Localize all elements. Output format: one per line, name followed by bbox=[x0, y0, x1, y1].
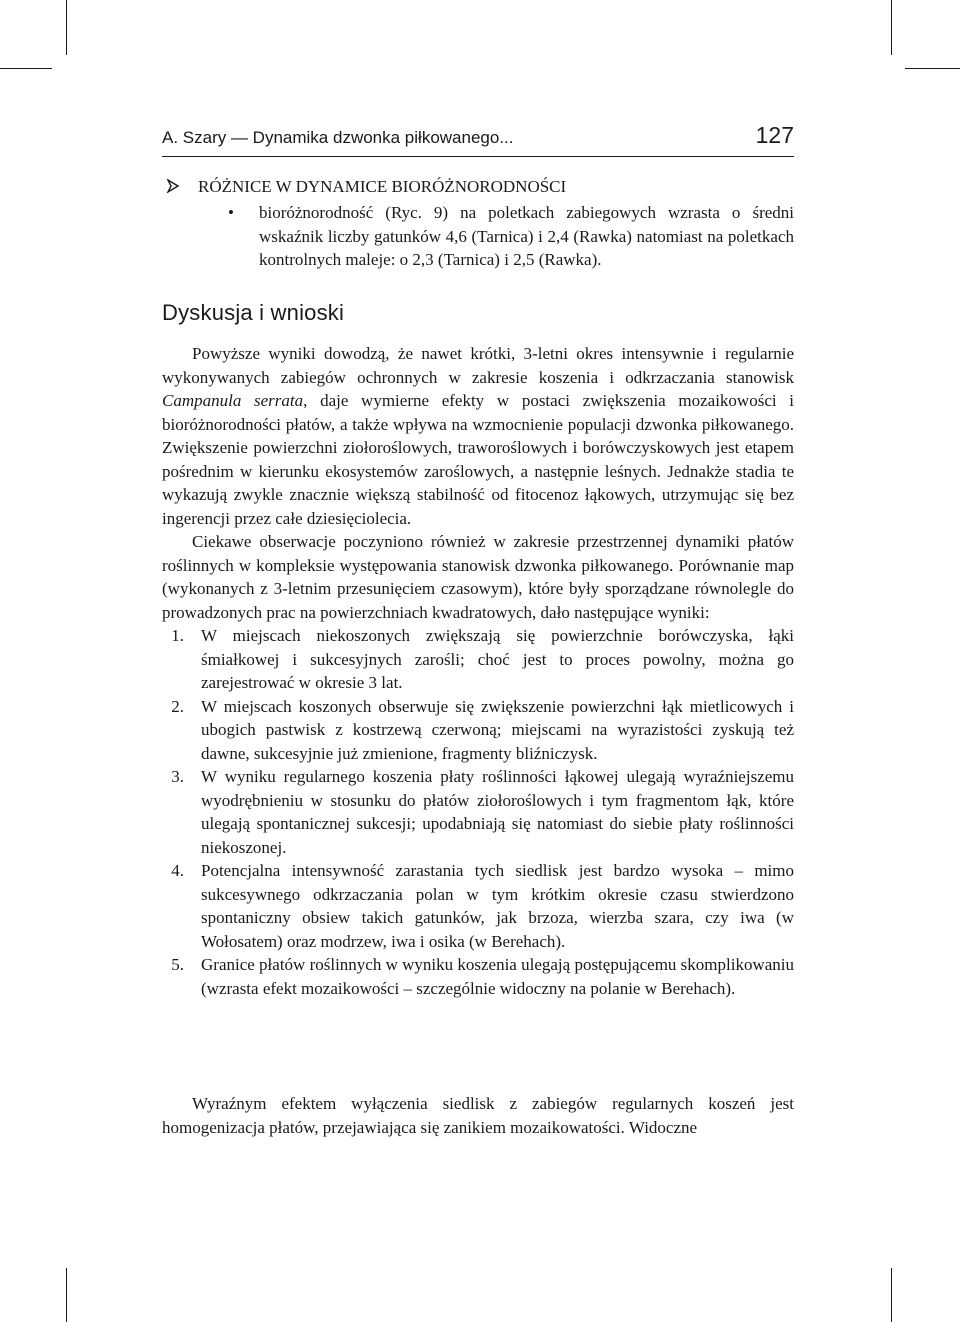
list-number: 4. bbox=[171, 861, 184, 880]
running-head bbox=[162, 124, 794, 157]
closing-text bbox=[162, 1092, 794, 1139]
list-text: W wyniku regularnego koszenia płaty roślinności łąkowej ulegają wyraźniejszemu wyodrębnieniu w stosunku do płatów ziołoroślowych i tym fragmentom łąk, które ulegają spontanicznej sukcesji; upodabniają się natomiast do siebie płaty roślinności niekoszonej. bbox=[201, 767, 794, 857]
paragraph-1-part-a: Powyższe wyniki dowodzą, że nawet krótki, 3-letni okres intensywnie i regularnie wykonywanych zabiegów ochronnych w zakresie koszenia i odkrzaczania stanowisk bbox=[162, 344, 794, 387]
arrow-head-icon bbox=[166, 177, 198, 197]
list-number: 1. bbox=[171, 626, 184, 645]
paragraph-2: Ciekawe obserwacje poczyniono również w zakresie przestrzennej dynamiki płatów roślinnych w kompleksie występowania stanowisk dzwonka piłkowanego. Porównanie map (wykonanych z 3-letnim przesunięciem czasowym), które były sporządzane równolegle do prowadzonych prac na powierzchniach kwadratowych, dało następujące wyniki: bbox=[162, 532, 794, 622]
list-item bbox=[162, 624, 794, 695]
list-number: 2. bbox=[171, 696, 184, 716]
paragraph-3: Wyraźnym efektem wyłączenia siedlisk z zabiegów regularnych koszeń jest homogenizacja płatów, przejawiająca się zanikiem mozaikowatości. Widoczne bbox=[162, 1094, 794, 1137]
list-text: Granice płatów roślinnych w wyniku koszenia ulegają postępującemu skomplikowaniu (wzrasta efekt mozaikowości – szczególnie widoczny na polanie w Berehach). bbox=[201, 955, 794, 998]
list-text: Potencjalna intensywność zarastania tych siedlisk jest bardzo wysoka – mimo sukcesywnego odkrzaczania polan w tym krótkim okresie czasu stwierdzono spontaniczny obsiew takich gatunków, jak brzoza, wierzba szara, czy iwa (w Wołosatem) oraz modrzew, iwa i osika (w Berehach). bbox=[201, 861, 794, 951]
page-number: 127 bbox=[755, 122, 794, 148]
crop-mark-bottom-right bbox=[891, 1268, 892, 1322]
list-text: W miejscach niekoszonych zwiększają się powierzchnie borówczyska, łąki śmiałkowej i sukcesyjnych zarośli; choć jest to proces powolny, można go zarejestrować w okresie 3 lat. bbox=[201, 626, 794, 692]
crop-mark-top-right bbox=[891, 0, 892, 55]
subsection-title: RÓŻNICE W DYNAMICE BIORÓŻNORODNOŚCI bbox=[198, 177, 567, 196]
bullet-text: bioróżnorodność (Ryc. 9) na poletkach zabiegowych wzrasta o średni wskaźnik liczby gatunków 4,6 (Tarnica) i 2,4 (Rawka) natomiast na poletkach kontrolnych maleje: o 2,3 (Tarnica) i 2,5 (Rawka). bbox=[259, 203, 794, 269]
results-list bbox=[162, 624, 794, 1000]
list-item bbox=[162, 695, 794, 766]
paragraph-1 bbox=[162, 342, 794, 530]
list-text: W miejscach koszonych obserwuje się zwiększenie powierzchni łąk mietlicowych i ubogich pastwisk z kostrzewą czerwoną; miejscami na wyrazistości zyskują też dawne, sukcesyjnie już zmienione, fragmenty bliźniczysk. bbox=[201, 696, 794, 763]
crop-mark-top-right-h bbox=[905, 68, 960, 69]
list-item bbox=[162, 859, 794, 953]
crop-mark-bottom-left bbox=[66, 1268, 67, 1322]
section-heading: Dyskusja i wnioski bbox=[162, 300, 345, 325]
running-title: A. Szary — Dynamika dzwonka piłkowanego... bbox=[162, 128, 514, 147]
list-item bbox=[162, 953, 794, 1000]
crop-mark-top-left-h bbox=[0, 68, 52, 69]
list-item bbox=[162, 765, 794, 859]
list-number: 3. bbox=[171, 767, 184, 786]
species-name: Campanula serrata bbox=[162, 391, 304, 410]
bullet-dot-icon: • bbox=[228, 203, 234, 222]
subsection-heading bbox=[166, 177, 566, 197]
main-text bbox=[162, 342, 794, 1000]
paragraph-1-part-b: , daje wymierne efekty w postaci zwiększenia mozaikowości i bioróżnorodności płatów, a także wpływa na wzmocnienie populacji dzwonka piłkowanego. Zwiększenie powierzchni ziołoroślowych, traworoślowych i borówczyskowych jest etapem pośrednim w kierunku ekosystemów zaroślowych, a następnie leśnych. Jednakże stadia te wykazują zwykle znacznie większą stabilność od fitocenoz łąkowych, utrzymując się bez ingerencji przez całe dziesięciolecia. bbox=[162, 391, 794, 528]
crop-mark-top-left bbox=[66, 0, 67, 55]
list-number: 5. bbox=[171, 955, 184, 974]
